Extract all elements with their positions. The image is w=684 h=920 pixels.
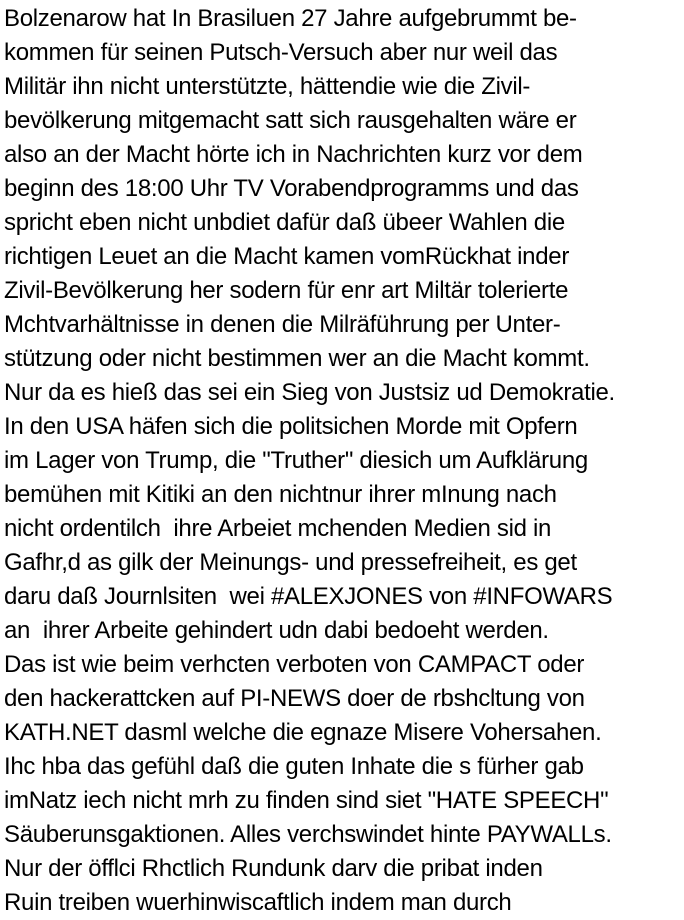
text-line: imNatz iech nicht mrh zu finden sind siet "HATE SPEECH" xyxy=(4,787,609,814)
text-line: Ruin treiben wuerhinwiscaftlich indem man durch xyxy=(4,889,512,916)
text-line: Nur da es hieß das sei ein Sieg von Justsiz ud Demokratie. xyxy=(4,379,615,406)
text-line: bevölkerung mitgemacht satt sich rausgehalten wäre er xyxy=(4,107,577,134)
text-line: stützung oder nicht bestimmen wer an die Macht kommt. xyxy=(4,345,590,372)
text-line: In den USA häfen sich die politsichen Morde mit Opfern xyxy=(4,413,578,440)
text-line: beginn des 18:00 Uhr TV Vorabendprogramms und das xyxy=(4,175,579,202)
text-line: KATH.NET dasml welche die egnaze Misere Vohersahen. xyxy=(4,719,602,746)
text-line: nicht ordentilch ihre Arbeiet mchenden Medien sid in xyxy=(4,515,552,542)
text-line: Säuberunsgaktionen. Alles verchswindet hinte PAYWALLs. xyxy=(4,821,612,848)
text-line: also an der Macht hörte ich in Nachrichten kurz vor dem xyxy=(4,141,583,168)
text-line: Nur der öfflci Rhctlich Rundunk darv die pribat inden xyxy=(4,855,543,882)
text-line: richtigen Leuet an die Macht kamen vomRückhat inder xyxy=(4,243,570,270)
text-line: den hackerattcken auf PI-NEWS doer de rbshcltung von xyxy=(4,685,585,712)
text-line: im Lager von Trump, die "Truther" diesich um Aufklärung xyxy=(4,447,588,474)
text-line: daru daß Journlsiten wei #ALEXJONES von #INFOWARS xyxy=(4,583,613,610)
text-line: Mchtvarhältnisse in denen die Milräführung per Unter- xyxy=(4,311,561,338)
text-line: Gafhr,d as gilk der Meinungs- und pressefreiheit, es get xyxy=(4,549,577,576)
text-line: Zivil-Bevölkerung her sodern für enr art Miltär tolerierte xyxy=(4,277,569,304)
text-line: Bolzenarow hat In Brasiluen 27 Jahre aufgebrummt be- xyxy=(4,5,577,32)
text-line: Ihc hba das gefühl daß die guten Inhate die s fürher gab xyxy=(4,753,584,780)
text-line: Das ist wie beim verhcten verboten von CAMPACT oder xyxy=(4,651,585,678)
text-line: Militär ihn nicht unterstützte, hättendie wie die Zivil- xyxy=(4,73,531,100)
text-line: bemühen mit Kitiki an den nichtnur ihrer mInung nach xyxy=(4,481,557,508)
text-line: kommen für seinen Putsch-Versuch aber nur weil das xyxy=(4,39,558,66)
text-line: spricht eben nicht unbdiet dafür daß übeer Wahlen die xyxy=(4,209,565,236)
text-line: an ihrer Arbeite gehindert udn dabi bedoeht werden. xyxy=(4,617,549,644)
